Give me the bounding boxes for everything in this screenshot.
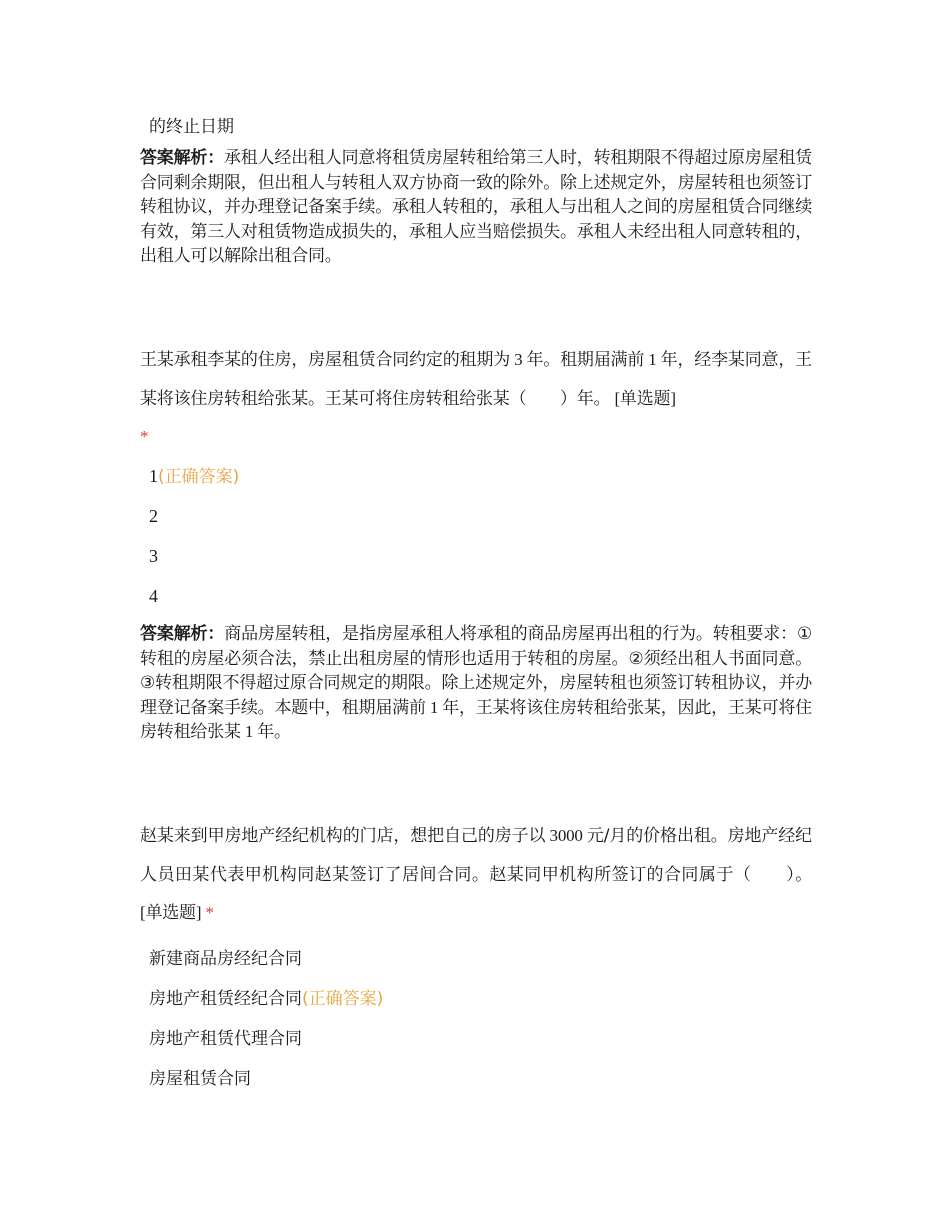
question-number: 3000 bbox=[545, 826, 587, 845]
correct-answer-tag: (正确答案) bbox=[302, 989, 384, 1009]
analysis-text: 承租人经出租人同意将租赁房屋转租给第三人时，转租期限不得超过原房屋租赁合同剩余期限，但出租人与转租人双方协商一致的除外。除上述规定外，房屋转租也须签订转租协议，并办理登记备案手续。承租人转租的，承租人与出租人之间的房屋租赁合同继续有效，第三人对租赁物造成损失的，承租人应当赔偿损失。承租人未经出租人同意转租的，出租人可以解除出租合同。 bbox=[140, 148, 812, 267]
question-type-label: [单选题] bbox=[610, 388, 676, 408]
correct-answer-tag: (正确答案) bbox=[158, 467, 240, 487]
question-text: 赵某来到甲房地产经纪机构的门店，想把自己的房子以 bbox=[140, 826, 546, 846]
question-2-option-1[interactable] bbox=[149, 465, 239, 488]
question-text: 元/月的价格出租。房地产经纪人员田某代表甲机构同赵某签订了居间合同。赵某同甲机构所签订的合同属于（ ）。 bbox=[140, 826, 812, 885]
question-2-option-4[interactable] bbox=[149, 585, 158, 608]
required-asterisk: * bbox=[205, 903, 214, 922]
option-label: 房地产租赁经纪合同 bbox=[149, 989, 302, 1009]
question-3-stem bbox=[140, 817, 812, 933]
analysis-number: 1 bbox=[425, 697, 443, 717]
answer-analysis-1 bbox=[140, 146, 812, 269]
answer-analysis-2 bbox=[140, 622, 812, 745]
required-asterisk: * bbox=[140, 427, 149, 446]
previous-option-fragment: 的终止日期 bbox=[149, 117, 234, 137]
option-label: 房屋租赁合同 bbox=[149, 1069, 251, 1089]
question-text: 王某承租李某的住房，房屋租赁合同约定的租期为 bbox=[140, 350, 511, 370]
question-number: 1 bbox=[644, 350, 661, 369]
question-number: 3 bbox=[510, 350, 527, 369]
analysis-text: 年。 bbox=[257, 722, 291, 743]
question-3-option-4[interactable] bbox=[149, 1068, 251, 1090]
question-3-option-3[interactable] bbox=[149, 1028, 302, 1050]
question-text: 年，经李某同意，王某将该住房转租给张某。王某可将住房转租给张某（ ）年。 bbox=[140, 350, 812, 409]
question-3-option-2[interactable] bbox=[149, 988, 383, 1010]
question-3-option-1[interactable] bbox=[149, 948, 302, 970]
option-label: 4 bbox=[149, 586, 158, 606]
question-2-option-2[interactable] bbox=[149, 505, 158, 528]
analysis-label: 答案解析： bbox=[140, 624, 225, 644]
option-label: 新建商品房经纪合同 bbox=[149, 949, 302, 969]
analysis-label: 答案解析： bbox=[140, 148, 224, 168]
analysis-text: 商品房屋转租，是指房屋承租人将承租的商品房屋再出租的行为。转租要求：①转租的房屋必须合法，禁止出租房屋的情形也适用于转租的房屋。②须经出租人书面同意。③转租期限不得超过原合同规定的期限。除上述规定外，房屋转租也须签订转租协议，并办理登记备案手续。本题中，租期届满前 bbox=[140, 624, 812, 718]
question-type-label: [单选题] bbox=[140, 903, 206, 922]
option-label: 1 bbox=[149, 466, 158, 486]
analysis-number: 1 bbox=[240, 722, 258, 742]
question-2-option-3[interactable] bbox=[149, 545, 158, 568]
question-2-stem bbox=[140, 341, 812, 457]
option-label: 2 bbox=[149, 506, 158, 526]
option-label: 房地产租赁代理合同 bbox=[149, 1029, 302, 1049]
option-label: 3 bbox=[149, 546, 158, 566]
analysis-text: 年，王某将该住房转租给张某，因此，王某可将住房转租给张某 bbox=[140, 697, 812, 743]
question-text: 年。租期届满前 bbox=[526, 350, 645, 370]
